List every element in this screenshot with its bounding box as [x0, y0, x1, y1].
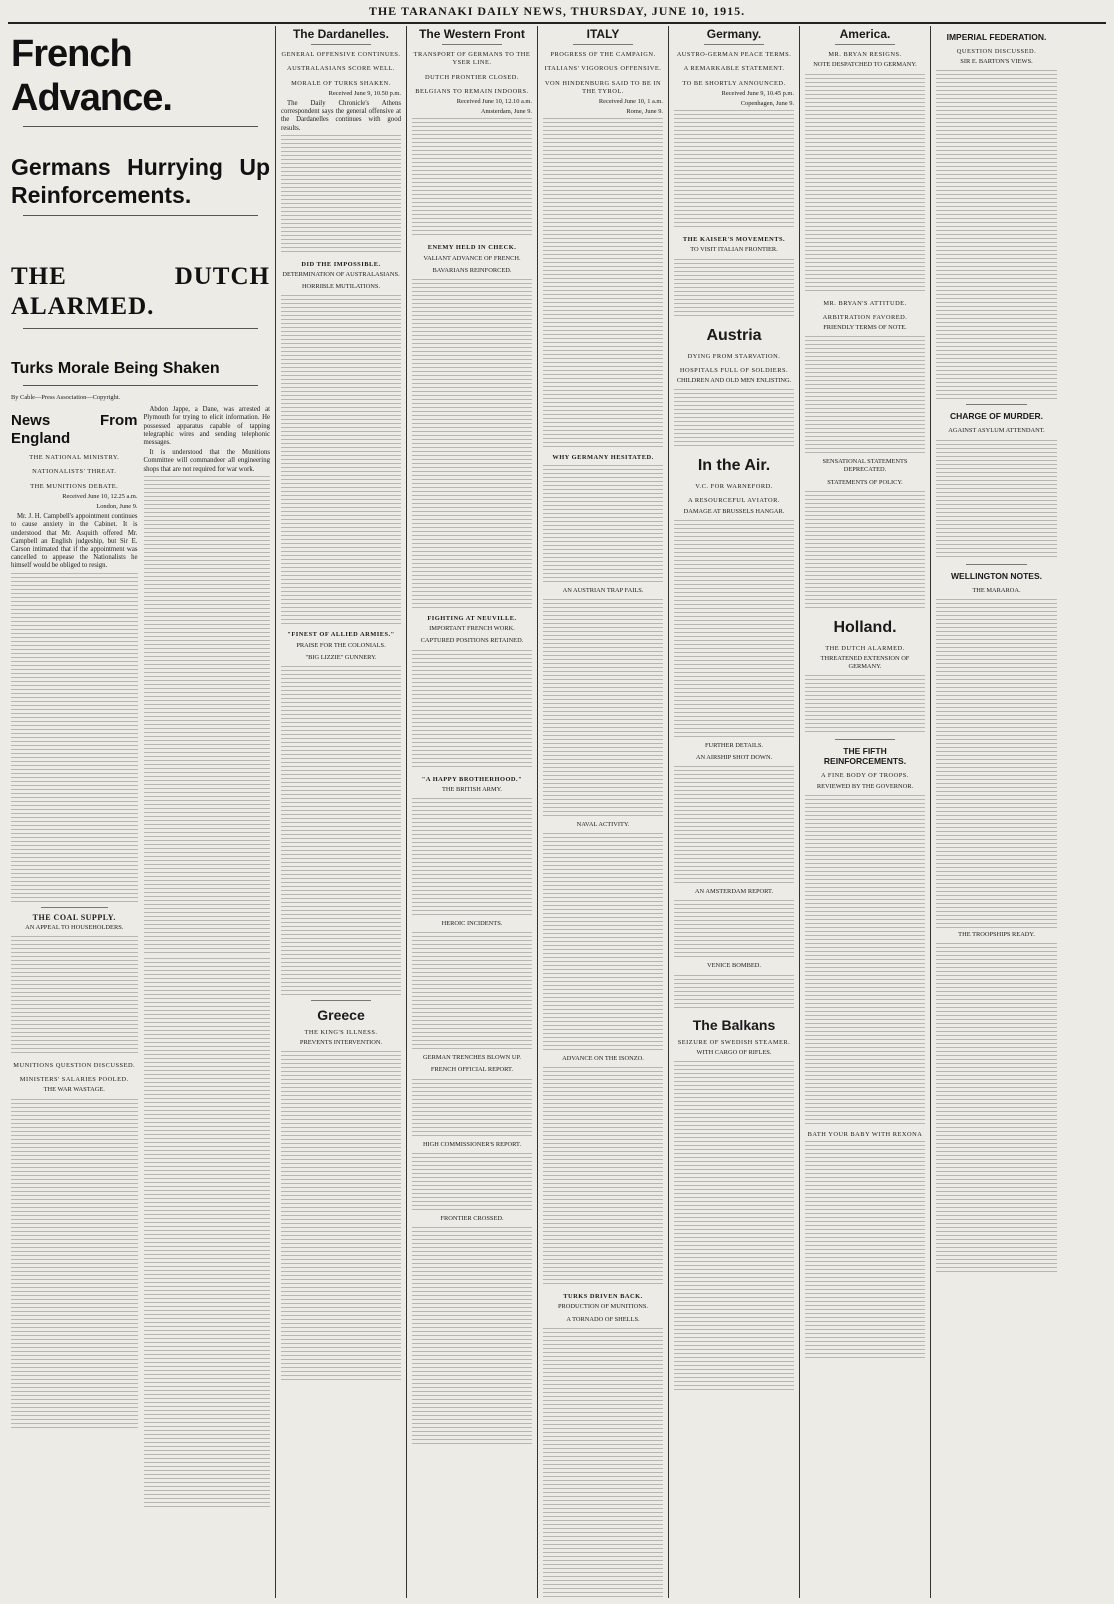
sub-airship-shot: AN AIRSHIP SHOT DOWN. [695, 754, 773, 762]
sub-dutch-alarmed: THE DUTCH ALARMED. [825, 644, 905, 652]
sub-vc-warneford: V.C. FOR WARNEFORD. [695, 483, 773, 491]
article-body-text [674, 900, 794, 960]
sub-progress-campaign: PROGRESS OF THE CAMPAIGN. [550, 51, 656, 59]
sub-venice-bombed: VENICE BOMBED. [707, 962, 761, 970]
headline-turks-morale: Turks Morale Being Shaken [11, 360, 220, 377]
sub-morale-turks: MORALE OF TURKS SHAKEN. [291, 79, 391, 87]
headline-french-advance: French Advance. [11, 33, 172, 119]
divider [23, 126, 258, 127]
sub-cargo-rifles: WITH CARGO OF RIFLES. [696, 1048, 772, 1056]
article-body-text [674, 520, 794, 740]
sub-why-germany: WHY GERMANY HESITATED. [552, 454, 654, 462]
sub-trenches: GERMAN TRENCHES BLOWN UP. [423, 1054, 521, 1062]
article-body-text [805, 491, 925, 611]
divider [966, 564, 1027, 565]
sub-determination: DETERMINATION OF AUSTRALASIANS. [282, 271, 400, 279]
article-body-text [805, 336, 925, 456]
article-body-text [11, 1099, 138, 1429]
article-body-text [936, 599, 1057, 929]
article-body-text [674, 259, 794, 319]
sub-swedish-steamer: SEIZURE OF SWEDISH STEAMER. [677, 1038, 791, 1046]
article-body-text [805, 1141, 925, 1361]
sub-friendly-terms: FRIENDLY TERMS OF NOTE. [823, 324, 907, 332]
article-body-text [936, 943, 1057, 1273]
sub-isonzo: ADVANCE ON THE ISONZO. [562, 1055, 644, 1063]
article-body-text [11, 936, 138, 1056]
divider [966, 404, 1027, 405]
sub-resourceful-aviator: A RESOURCEFUL AVIATOR. [687, 497, 781, 505]
article-body-text [543, 465, 663, 585]
sub-horrible-mutilations: HORRIBLE MUTILATIONS. [301, 283, 381, 291]
heading-greece: Greece [317, 1007, 365, 1024]
sub-kaiser-movements: THE KAISER'S MOVEMENTS. [682, 236, 786, 244]
sub-dying-starvation: DYING FROM STARVATION. [687, 352, 781, 360]
sub-note-despatched: NOTE DESPATCHED TO GERMANY. [813, 61, 917, 69]
heading-news-from-england: News From England [11, 412, 138, 448]
article-body-text [936, 70, 1057, 400]
sub-turks-driven-back: TURKS DRIVEN BACK. [563, 1293, 643, 1301]
article-body-text [805, 795, 925, 1125]
sub-enemy-check: ENEMY HELD IN CHECK. [427, 244, 517, 252]
sub-bryan-resigns: MR. BRYAN RESIGNS. [828, 51, 902, 59]
sub-captured-positions: CAPTURED POSITIONS RETAINED. [420, 637, 524, 645]
divider [23, 328, 258, 329]
sub-valiant-advance: VALIANT ADVANCE OF FRENCH. [423, 254, 521, 262]
dateline: Received June 9, 10.45 p.m. [721, 89, 794, 97]
divider [835, 44, 895, 45]
sub-french-official: FRENCH OFFICIAL REPORT. [430, 1066, 514, 1074]
article-body-text [144, 1290, 271, 1510]
article-body-text [412, 1227, 532, 1447]
sub-war-wastage: THE WAR WASTAGE. [43, 1086, 105, 1094]
sub-general-offensive: GENERAL OFFENSIVE CONTINUES. [281, 51, 401, 59]
lead-left [11, 406, 138, 1512]
germany-column [669, 26, 800, 1598]
article-body-text [543, 1067, 663, 1287]
sub-belgians-indoors: BELGIANS TO REMAIN INDOORS. [415, 87, 529, 95]
lead-right [144, 406, 271, 1512]
heading-in-the-air: In the Air. [697, 457, 771, 475]
sub-kings-illness: THE KING'S ILLNESS. [304, 1029, 378, 1037]
lead-split [11, 406, 270, 1512]
article-body-text [281, 295, 401, 625]
sub-bryan-attitude: MR. BRYAN'S ATTITUDE. [823, 299, 907, 307]
sub-sensational: SENSATIONAL STATEMENTS DEPRECATED. [822, 458, 908, 474]
sub-statements-policy: STATEMENTS OF POLICY. [827, 478, 903, 486]
article-body-text [805, 74, 925, 294]
dateline-place: Amsterdam, June 9. [480, 108, 532, 116]
headline-germans-hurrying: Germans Hurrying Up Reinforcements. [11, 154, 270, 208]
article-body-text [412, 798, 532, 918]
sub-hindenburg: VON HINDENBURG SAID TO BE IN THE TYROL. [544, 79, 662, 95]
sub-bavarians: BAVARIANS REINFORCED. [432, 266, 512, 274]
sub-praise-colonials: PRAISE FOR THE COLONIALS. [296, 641, 386, 649]
heading-coal-supply: THE COAL SUPPLY. [32, 912, 116, 922]
article-body-text [11, 573, 138, 903]
masthead: THE TARANAKI DAILY NEWS, THURSDAY, JUNE 10, 1915. [8, 0, 1106, 24]
sub-british-army: THE BRITISH ARMY. [441, 785, 503, 793]
heading-italy: ITALY [586, 27, 620, 41]
sub-ministers-salaries: MINISTERS' SALARIES POOLED. [19, 1076, 129, 1084]
divider [311, 44, 371, 45]
sub-did-impossible: DID THE IMPOSSIBLE. [301, 260, 381, 268]
sub-austrian-trap: AN AUSTRIAN TRAP FAILS. [562, 586, 644, 594]
sub-national-ministry: THE NATIONAL MINISTRY. [29, 454, 120, 462]
article-body-text [281, 1051, 401, 1381]
sub-peace-terms: AUSTRO-GERMAN PEACE TERMS. [676, 51, 792, 59]
sub-naval-activity: NAVAL ACTIVITY. [576, 820, 630, 828]
divider [835, 739, 895, 740]
article-paragraph: The Daily Chronicle's Athens correspondent says the general offensive at the Dardanelles continues with good results. [281, 100, 401, 132]
sub-barton-views: SIR E. BARTON'S VIEWS. [960, 58, 1033, 66]
sub-finest-armies: "FINEST OF ALLIED ARMIES." [287, 631, 395, 639]
sub-troopships-ready: THE TROOPSHIPS READY. [958, 930, 1035, 938]
divider [573, 44, 633, 45]
divider [23, 385, 258, 386]
heading-western-front: The Western Front [419, 27, 525, 41]
article-paragraph: Mr. J. H. Campbell's appointment continues to cause anxiety in the Cabinet. It is understood that Mr. Asquith offered Mr. Campbell an English judgeship, but Sir E. Carson intimated that if the appointment was cancelled to appease the Nationalists he himself would be obliged to resign. [11, 513, 138, 570]
article-body-text [936, 440, 1057, 560]
heading-fifth-reinforcements: THE FIFTH REINFORCEMENTS. [823, 746, 907, 767]
byline: By Cable—Press Association—Copyright. [11, 394, 121, 401]
sub-mararoa: THE MARAROA. [972, 586, 1021, 594]
article-paragraph: Abdon Jappe, a Dane, was arrested at Plymouth for trying to elicit information. He possessed apparatus capable of tapping telegraphic wires and sending telephonic messages. [143, 406, 270, 447]
heading-america: America. [839, 27, 891, 41]
sub-heroic: HEROIC INCIDENTS. [441, 920, 503, 928]
article-body-text [674, 389, 794, 449]
article-body-text [805, 675, 925, 735]
article-body-text [281, 666, 401, 996]
sub-reviewed-governor: REVIEWED BY THE GOVERNOR. [816, 782, 914, 790]
sub-amsterdam-report: AN AMSTERDAM REPORT. [694, 888, 774, 896]
sub-munitions-debate: THE MUNITIONS DEBATE. [30, 482, 119, 490]
sub-remarkable-statement: A REMARKABLE STATEMENT. [683, 65, 785, 73]
heading-dardanelles: The Dardanelles. [292, 27, 390, 41]
divider [311, 1000, 371, 1001]
imperial-column [931, 26, 1062, 1598]
sub-tornado-shells: A TORNADO OF SHELLS. [566, 1315, 640, 1323]
sub-arbitration: ARBITRATION FAVORED. [822, 313, 908, 321]
sub-question-discussed: QUESTION DISCUSSED. [956, 48, 1037, 55]
article-body-text [674, 766, 794, 886]
sub-munitions-question: MUNITIONS QUESTION DISCUSSED. [13, 1062, 136, 1070]
article-body-text [543, 833, 663, 1053]
sub-happy-brotherhood: "A HAPPY BROTHERHOOD." [421, 775, 523, 783]
article-body-text [412, 650, 532, 770]
article-body-text [674, 1061, 794, 1391]
advert-rexona: BATH YOUR BABY WITH REXONA [807, 1130, 923, 1138]
article-body-text [543, 1328, 663, 1598]
sub-children-enlisting: CHILDREN AND OLD MEN ENLISTING. [676, 377, 792, 385]
dardanelles-column [276, 26, 407, 1598]
heading-holland: Holland. [833, 618, 897, 636]
sub-vigorous-offensive: ITALIANS' VIGOROUS OFFENSIVE. [544, 65, 662, 73]
lead-column [6, 26, 276, 1598]
dateline-place: Copenhagen, June 9. [740, 100, 794, 108]
sub-appeal: AN APPEAL TO HOUSEHOLDERS. [25, 923, 124, 931]
article-body-text [543, 599, 663, 819]
sub-brussels-hangar: DAMAGE AT BRUSSELS HANGAR. [683, 507, 785, 515]
article-body-text [412, 932, 532, 1052]
italy-column [538, 26, 669, 1598]
divider [41, 907, 108, 908]
dateline: Received June 10, 12.10 a.m. [456, 98, 532, 106]
sub-dutch-frontier: DUTCH FRONTIER CLOSED. [425, 73, 519, 81]
article-body-text [144, 958, 271, 1288]
sub-threatened-extension: THREATENED EXTENSION OF GERMANY. [820, 655, 910, 671]
columns [6, 26, 1108, 1598]
sub-shortly-announced: TO BE SHORTLY ANNOUNCED. [682, 79, 786, 87]
divider [704, 44, 764, 45]
heading-wellington-notes: WELLINGTON NOTES. [951, 570, 1042, 581]
article-body-text [412, 118, 532, 238]
article-body-text [412, 1079, 532, 1139]
dateline: Received June 10, 12.25 a.m. [62, 492, 138, 500]
article-body-text [674, 110, 794, 230]
dateline: Received June 10, 1 a.m. [598, 98, 663, 106]
article-body-text [144, 476, 271, 956]
headline-dutch-alarmed: THE DUTCH ALARMED. [11, 263, 270, 320]
article-body-text [674, 975, 794, 1011]
sub-important-french: IMPORTANT FRENCH WORK. [429, 625, 515, 633]
heading-germany: Germany. [706, 27, 762, 41]
sub-fine-body: A FINE BODY OF TROOPS. [821, 772, 909, 780]
divider [442, 44, 502, 45]
sub-italian-frontier: TO VISIT ITALIAN FRONTIER. [690, 246, 778, 254]
sub-big-lizzie: "BIG LIZZIE" GUNNERY. [305, 653, 377, 661]
western-front-column [407, 26, 538, 1598]
heading-austria: Austria [706, 326, 762, 344]
article-body-text [412, 1153, 532, 1213]
sub-further-details: FURTHER DETAILS. [704, 741, 764, 749]
heading-imperial-federation: IMPERIAL FEDERATION. [946, 32, 1047, 42]
sub-nationalists-threat: NATIONALISTS' THREAT. [32, 468, 117, 476]
dateline-place: Rome, June 9. [626, 108, 663, 116]
sub-high-commissioner: HIGH COMMISSIONER'S REPORT. [422, 1140, 522, 1148]
heading-balkans: The Balkans [692, 1016, 776, 1033]
sub-transport-germans: TRANSPORT OF GERMANS TO THE YSER LINE. [413, 51, 531, 67]
article-body-text [543, 118, 663, 448]
sub-australasians: AUSTRALASIANS SCORE WELL. [286, 65, 396, 73]
article-body-text [412, 279, 532, 609]
sub-production-munitions: PRODUCTION OF MUNITIONS. [557, 1303, 648, 1311]
article-paragraph: It is understood that the Munitions Committee will commandeer all engineering shops that are not required for war work. [143, 449, 270, 473]
heading-charge-murder: CHARGE OF MURDER. [949, 411, 1044, 422]
sub-prevents-intervention: PREVENTS INTERVENTION. [299, 1039, 383, 1047]
sub-asylum-attendant: AGAINST ASYLUM ATTENDANT. [948, 427, 1045, 435]
article-body-text [281, 135, 401, 255]
america-column [800, 26, 931, 1598]
dateline-place: London, June 9. [96, 503, 138, 511]
sub-frontier-crossed: FRONTIER CROSSED. [440, 1214, 504, 1222]
dateline: Received June 9, 10.50 p.m. [328, 89, 401, 97]
divider [23, 215, 258, 216]
sub-hospitals-full: HOSPITALS FULL OF SOLDIERS. [679, 366, 789, 374]
sub-neuville: FIGHTING AT NEUVILLE. [427, 615, 517, 623]
